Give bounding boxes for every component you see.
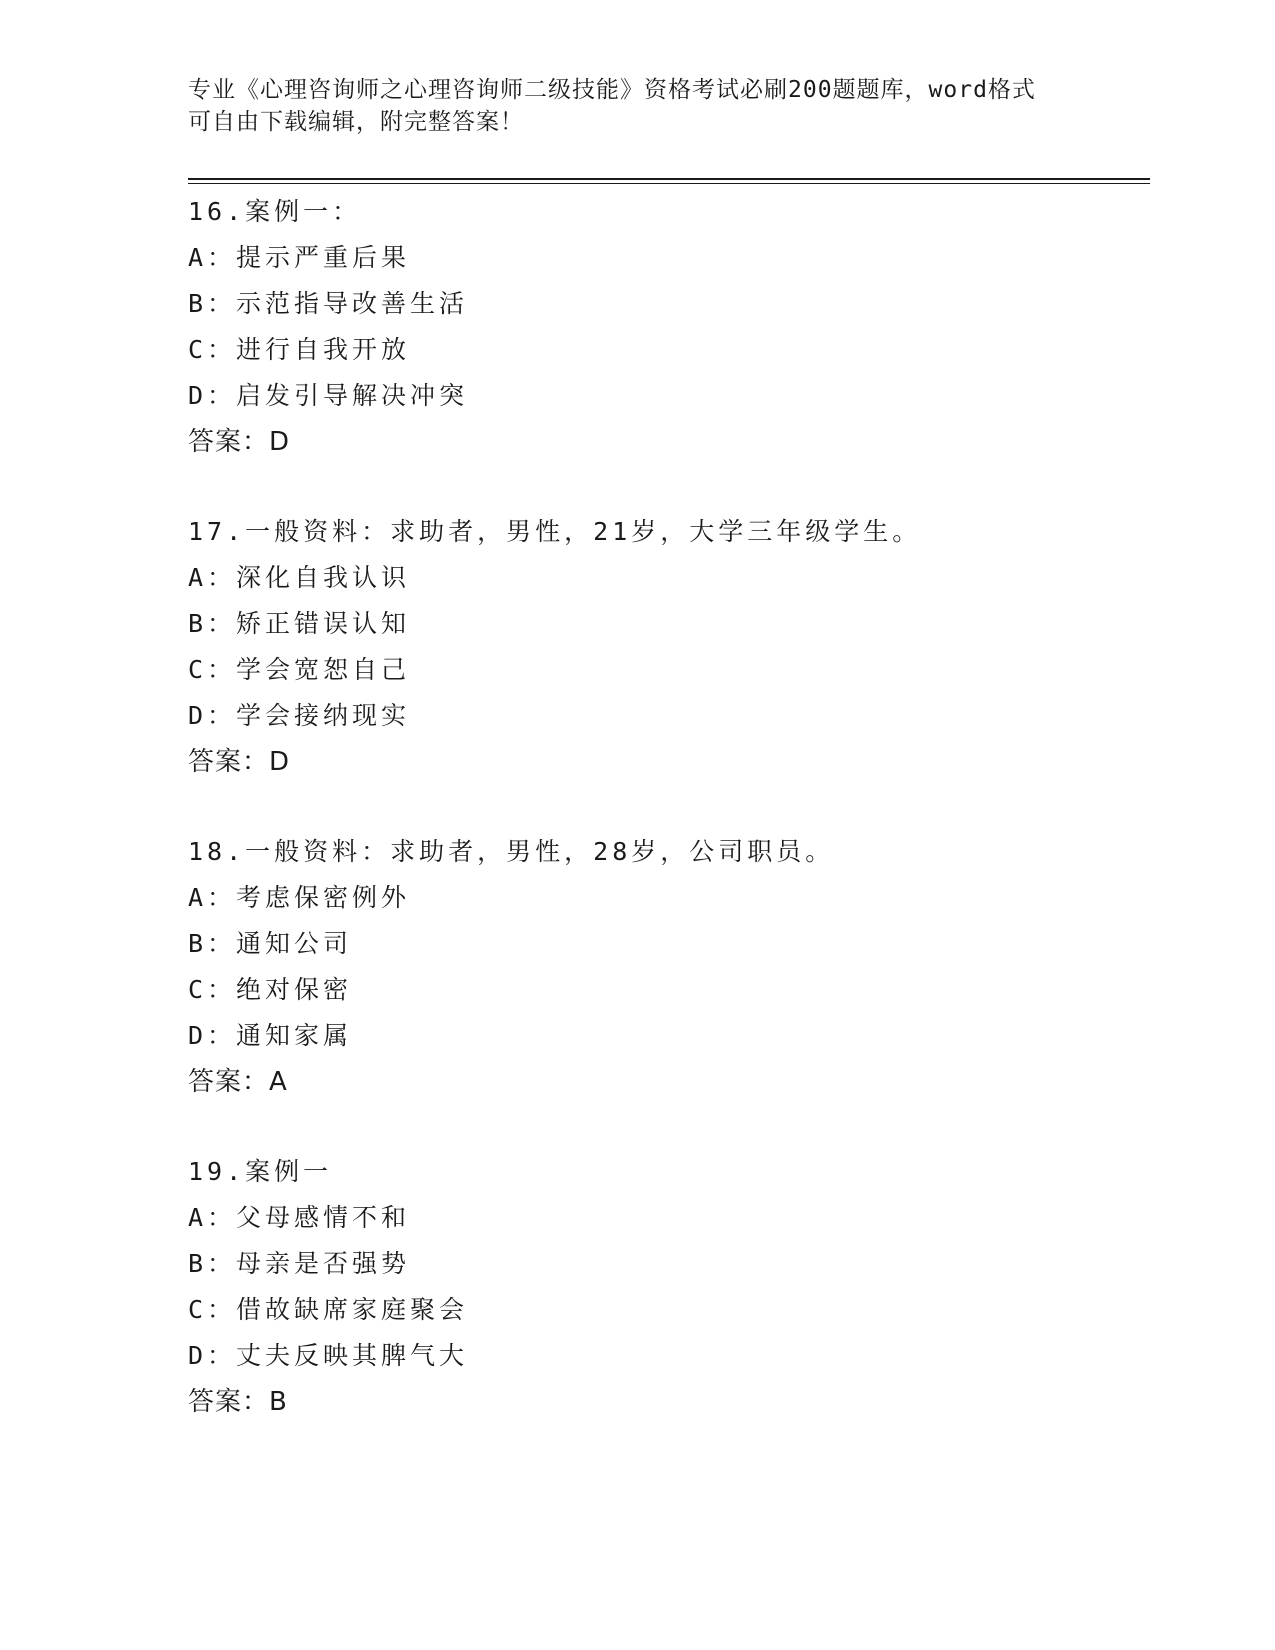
option-c: C：学会宽恕自己	[188, 655, 411, 684]
question-19	[188, 1149, 1148, 1425]
question-stem: 16.案例一：	[188, 197, 362, 226]
header-line-2: 可自由下载编辑，附完整答案！	[188, 109, 524, 135]
header-divider-thick	[188, 178, 1150, 180]
answer-line: 答案：D	[188, 747, 291, 777]
answer-line: 答案：B	[188, 1387, 288, 1417]
answer-line: 答案：A	[188, 1067, 288, 1097]
option-b: B：示范指导改善生活	[188, 289, 469, 318]
question-17	[188, 509, 1148, 785]
option-c: C：借故缺席家庭聚会	[188, 1295, 469, 1324]
option-d: D：丈夫反映其脾气大	[188, 1341, 469, 1370]
option-b: B：母亲是否强势	[188, 1249, 411, 1278]
option-d: D：学会接纳现实	[188, 701, 411, 730]
option-d: D：通知家属	[188, 1021, 353, 1050]
question-stem: 19.案例一	[188, 1157, 333, 1186]
question-18	[188, 829, 1148, 1105]
document-header	[188, 74, 1088, 138]
question-16	[188, 189, 1148, 465]
option-c: C：进行自我开放	[188, 335, 411, 364]
question-stem: 18.一般资料：求助者，男性，28岁，公司职员。	[188, 837, 835, 866]
option-d: D：启发引导解决冲突	[188, 381, 469, 410]
option-a: A：考虑保密例外	[188, 883, 411, 912]
option-a: A：提示严重后果	[188, 243, 411, 272]
header-divider-thin	[188, 183, 1150, 184]
option-b: B：通知公司	[188, 929, 353, 958]
option-b: B：矫正错误认知	[188, 609, 411, 638]
option-c: C：绝对保密	[188, 975, 353, 1004]
answer-line: 答案：D	[188, 427, 291, 457]
option-a: A：父母感情不和	[188, 1203, 411, 1232]
header-line-1: 专业《心理咨询师之心理咨询师二级技能》资格考试必刷200题题库，word格式	[188, 77, 1036, 103]
option-a: A：深化自我认识	[188, 563, 411, 592]
question-stem: 17.一般资料：求助者，男性，21岁，大学三年级学生。	[188, 517, 922, 546]
